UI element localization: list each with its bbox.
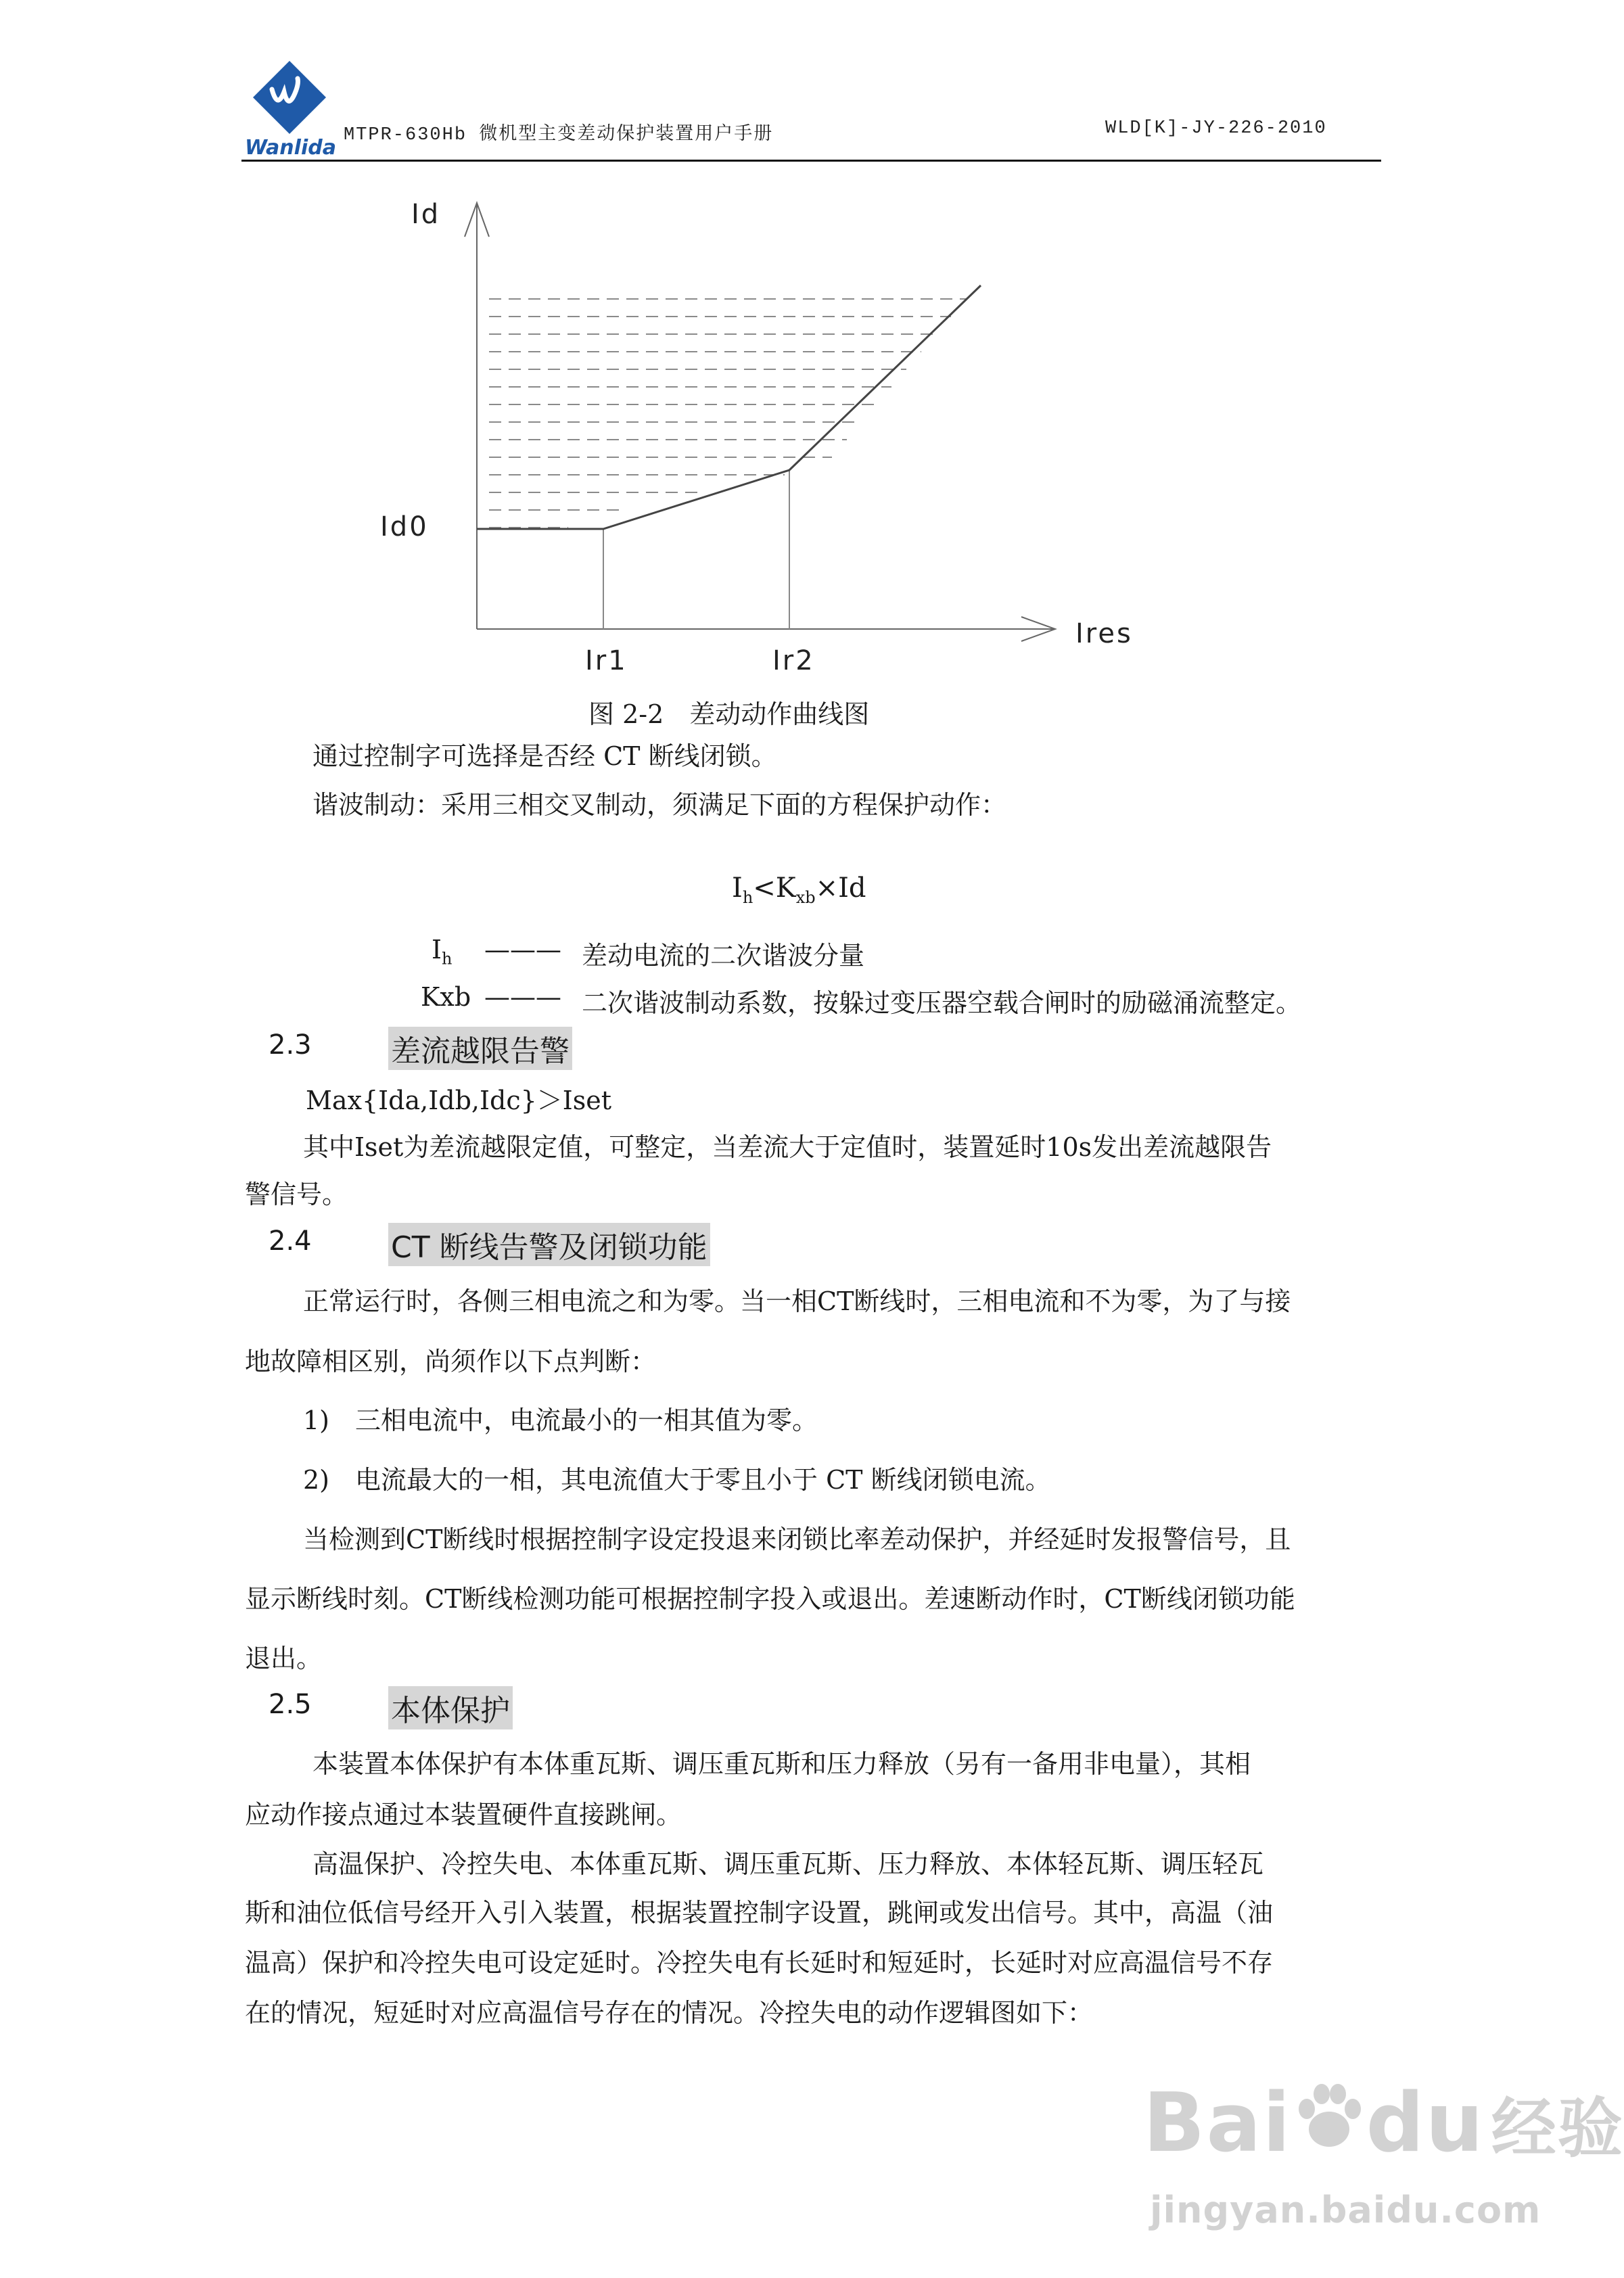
logo-text: Wanlida — [245, 136, 336, 160]
watermark-brand-2: du — [1366, 2076, 1485, 2170]
section-2-5-line-5: 温高）保护和冷控失电可设定延时。冷控失电有长延时和短延时，长延时对应高温信号不存 — [245, 1948, 1274, 1978]
harmonic-restraint-text: 谐波制动：采用三相交叉制动，须满足下面的方程保护动作： — [312, 790, 1007, 820]
header-title: MTPR-630Hb 微机型主变差动保护装置用户手册 — [344, 125, 774, 145]
header-rule — [241, 160, 1381, 162]
section-2-4-item-1: 1) 三相电流中，电流最小的一相其值为零。 — [303, 1405, 818, 1435]
section-2-3-formula: Max{Ida,Idb,Idc}＞Iset — [306, 1086, 612, 1115]
section-2-3-title: 差流越限告警 — [388, 1027, 572, 1070]
differential-curve-figure — [352, 183, 1163, 683]
ir2-label: Ir2 — [772, 645, 815, 676]
section-2-4-line-5: 退出。 — [245, 1644, 323, 1673]
section-2-4-title: CT 断线告警及闭锁功能 — [388, 1223, 710, 1266]
watermark-brand: Bai — [1143, 2076, 1292, 2170]
section-2-5-number: 2.5 — [269, 1689, 312, 1720]
y-axis-label: Id — [411, 199, 441, 230]
wanlida-logo — [242, 55, 337, 160]
header-doc-code: WLD[K]-JY-226-2010 — [1105, 118, 1327, 139]
definition-ih: $I_h$ ——— 差动电流的二次谐波分量 — [432, 935, 865, 971]
section-2-4-line-2: 地故障相区别，尚须作以下点判断： — [245, 1347, 657, 1376]
section-2-5-line-2: 应动作接点通过本装置硬件直接跳闸。 — [245, 1800, 682, 1830]
section-2-5-line-3: 高温保护、冷控失电、本体重瓦斯、调压重瓦斯、压力释放、本体轻瓦斯、调压轻瓦 — [312, 1849, 1264, 1879]
harmonic-equation: $I_h<K_{xb}\times Id$ — [732, 873, 866, 907]
section-2-4-line-4: 显示断线时刻。CT断线检测功能可根据控制字投入或退出。差速断动作时，CT断线闭锁功能 — [245, 1584, 1295, 1614]
watermark-url: jingyan.baidu.com — [1150, 2189, 1541, 2231]
section-2-3-body-1: 其中Iset为差流越限定值，可整定，当差流大于定值时，装置延时10s发出差流越限告 — [303, 1132, 1272, 1162]
section-2-3-number: 2.3 — [269, 1029, 312, 1061]
section-2-3-body-2: 警信号。 — [245, 1180, 348, 1209]
x-axis-label: Ires — [1075, 618, 1133, 649]
baidu-paw-icon — [1292, 2082, 1366, 2156]
figure-caption: 图 2-2 差动动作曲线图 — [588, 699, 870, 729]
operating-region-hatch — [489, 299, 966, 528]
definition-kxb: Kxb ——— 二次谐波制动系数，按躲过变压器空载合闸时的励磁涌流整定。 — [421, 982, 1302, 1018]
section-2-5-title: 本体保护 — [388, 1686, 513, 1729]
section-2-5-line-1: 本装置本体保护有本体重瓦斯、调压重瓦斯和压力释放（另有一备用非电量），其相 — [312, 1749, 1251, 1779]
section-2-4-number: 2.4 — [269, 1226, 312, 1257]
section-2-4-item-2: 2) 电流最大的一相，其电流值大于零且小于 CT 断线闭锁电流。 — [303, 1465, 1051, 1495]
section-2-4-line-3: 当检测到CT断线时根据控制字设定投退来闭锁比率差动保护，并经延时发报警信号，且 — [303, 1525, 1291, 1554]
section-2-4-line-1: 正常运行时，各侧三相电流之和为零。当一相CT断线时，三相电流和不为零，为了与接 — [303, 1286, 1291, 1316]
section-2-5-line-6: 在的情况，短延时对应高温信号存在的情况。冷控失电的动作逻辑图如下： — [245, 1998, 1094, 2028]
ct-lock-text: 通过控制字可选择是否经 CT 断线闭锁。 — [312, 741, 777, 771]
section-2-5-line-4: 斯和油位低信号经开入引入装置，根据装置控制字设置，跳闸或发出信号。其中，高温（油 — [245, 1898, 1274, 1928]
id0-label: Id0 — [380, 511, 429, 542]
watermark-brand-cn: 经验 — [1491, 2091, 1624, 2166]
ir1-label: Ir1 — [585, 645, 628, 676]
